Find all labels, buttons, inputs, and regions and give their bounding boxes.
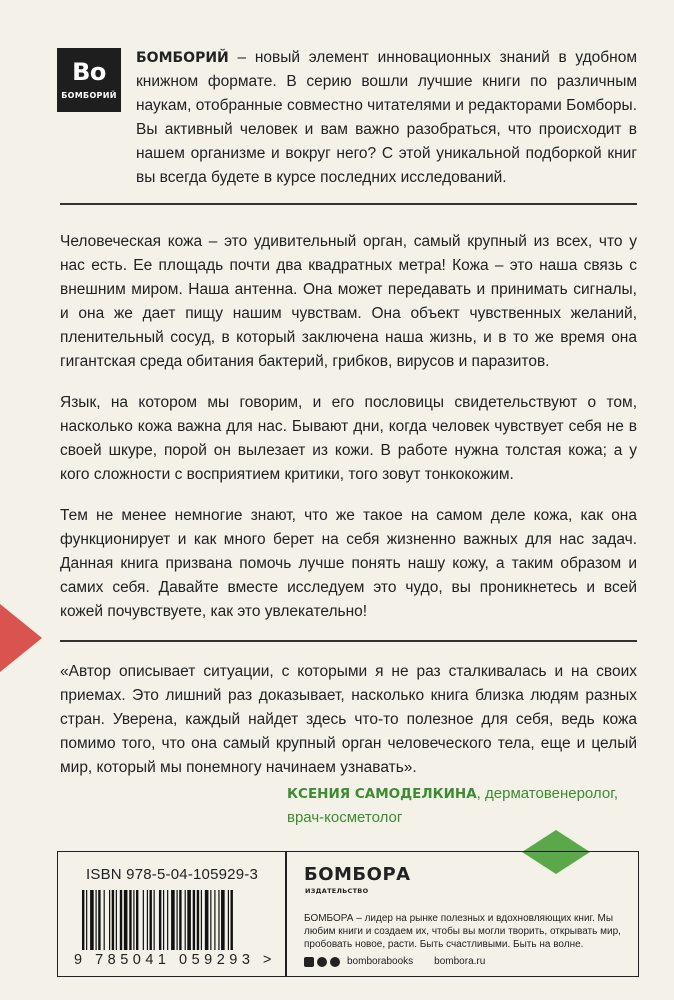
barcode-bar [150,890,152,950]
barcode-bar [201,890,202,950]
green-diamond-top [522,830,590,852]
barcode [82,890,272,950]
author-name: КСЕНИЯ САМОДЕЛКИНА [287,786,477,802]
barcode-digits: 9 785041 059293 > [74,952,276,968]
paragraph-1: Человеческая кожа – это удивительный орган, самый крупный из всех, что у нас есть. Ее площадь почти два квадратных метра! Кожа – это наша связь с внешним миром. Наша антенна. Она может передавать и принимать сигналы, и она же дает пищу нашим чувствам. Она объект чувственных желаний, пленительный сосуд, в который заключена наша жизнь, и в то же время она гигантская среда обитания бактерий, грибков, вирусов и паразитов. [60,233,637,370]
description [60,230,637,641]
logo-mark: Bo [72,58,106,86]
barcode-bar [129,890,131,950]
red-triangle-marker [0,604,42,672]
barcode-bar [147,890,148,950]
review-quote: «Автор описывает ситуации, с которыми я не раз сталкивалась и на своих приемах. Это лишний раз доказывает, насколько книга близка людям разных стран. Уверена, каждый найдет здесь что-то полезное для себя, ведь кожа помимо того, что она самый крупный орган человеческого тела, еще и целый мир, который мы понемногу начинаем узнавать». [60,663,637,776]
publisher-logo: БОМБОРА [304,864,411,885]
barcode-bar [120,890,122,950]
barcode-bar [124,890,128,950]
author-role: , дерматовенеролог, [476,785,619,802]
barcode-bar [112,890,114,950]
barcode-bar [82,890,84,950]
divider-top [60,203,637,205]
barcode-bar [104,890,105,950]
barcode-bar [197,890,199,950]
isbn-label: ISBN 978-5-04-105929-3 [86,866,259,883]
barcode-bar [154,890,155,950]
author-role-2: врач-косметолог [287,809,403,826]
barcode-bar [187,890,191,950]
barcode-bar [98,890,100,950]
publisher-description: БОМБОРА – лидер на рынке полезных и вдохновляющих книг. Мы любим книги и создаем их, чтобы вы могли творить, открывать мир, пробовать новое, расти. Быть счастливыми. Быть на волне. [304,913,621,950]
logo-name: БОМБОРИЙ [61,91,117,100]
barcode-bar [218,890,219,950]
barcode-bar [221,890,225,950]
barcode-bar [109,890,110,950]
website-link[interactable]: bombora.ru [434,956,486,967]
barcode-bar [133,890,134,950]
paragraph-3: Тем не менее немногие знают, что же такое на самом деле кожа, как она функционирует и как много берет на себя жизненно важных для нас задач. Данная книга призвана помочь лучше понять нашу кожу, а таким образом и самих себя. Давайте вместе исследуем это чудо, вы проникнетесь и всей кожей почувствуете, как это увлекательно! [60,507,637,620]
barcode-bar [210,890,211,950]
instagram-icon[interactable] [330,957,340,967]
barcode-bar [163,890,164,950]
publisher-subtitle: ИЗДАТЕЛЬСТВО [305,887,369,895]
barcode-bar [116,890,117,950]
barcode-bar [86,890,87,950]
barcode-bar [167,890,168,950]
green-diamond-bottom [522,852,590,874]
intro-text [136,46,637,190]
bomboriy-logo [57,48,121,112]
intro-brand: БОМБОРИЙ [136,50,229,66]
divider-middle [60,640,637,642]
barcode-bar [231,890,233,950]
barcode-bar [185,890,186,950]
publisher-social [304,956,485,967]
barcode-bar [90,890,94,950]
imprint-divider [285,852,287,976]
barcode-bar [159,890,161,950]
barcode-bar [177,890,178,950]
barcode-bar [214,890,215,950]
barcode-bar [96,890,97,950]
barcode-bar [193,890,195,950]
barcode-bar [205,890,209,950]
quote-author [287,782,637,830]
intro-body: – новый элемент инновационных знаний в удобном книжном формате. В серию вошли лучшие книги по различным наукам, отобранные совместно читателями и редакторами Бомборы. Вы активный человек и вам важно разобраться, что происходит в нашем организме и вокруг него? С этой уникальной подборкой книг вы всегда будете в курсе последних исследований. [136,49,637,186]
social-handle[interactable]: bomborabooks [347,956,414,967]
facebook-icon[interactable] [317,957,327,967]
barcode-bar [228,890,229,950]
barcode-bar [136,890,138,950]
intro-section [57,46,637,190]
barcode-bar [171,890,175,950]
vk-icon[interactable] [304,957,314,967]
barcode-bar [143,890,144,950]
barcode-bar [179,890,181,950]
paragraph-2: Язык, на котором мы говорим, и его пословицы свидетельствуют о том, насколько кожа важна для нас. Бывают дни, когда человек чувствует себя не в своей шкуре, порой он вылезает из кожи. В работе нужна толстая кожа; а у кого сложности с восприятием критики, того зовут тонкокожим. [60,394,637,483]
